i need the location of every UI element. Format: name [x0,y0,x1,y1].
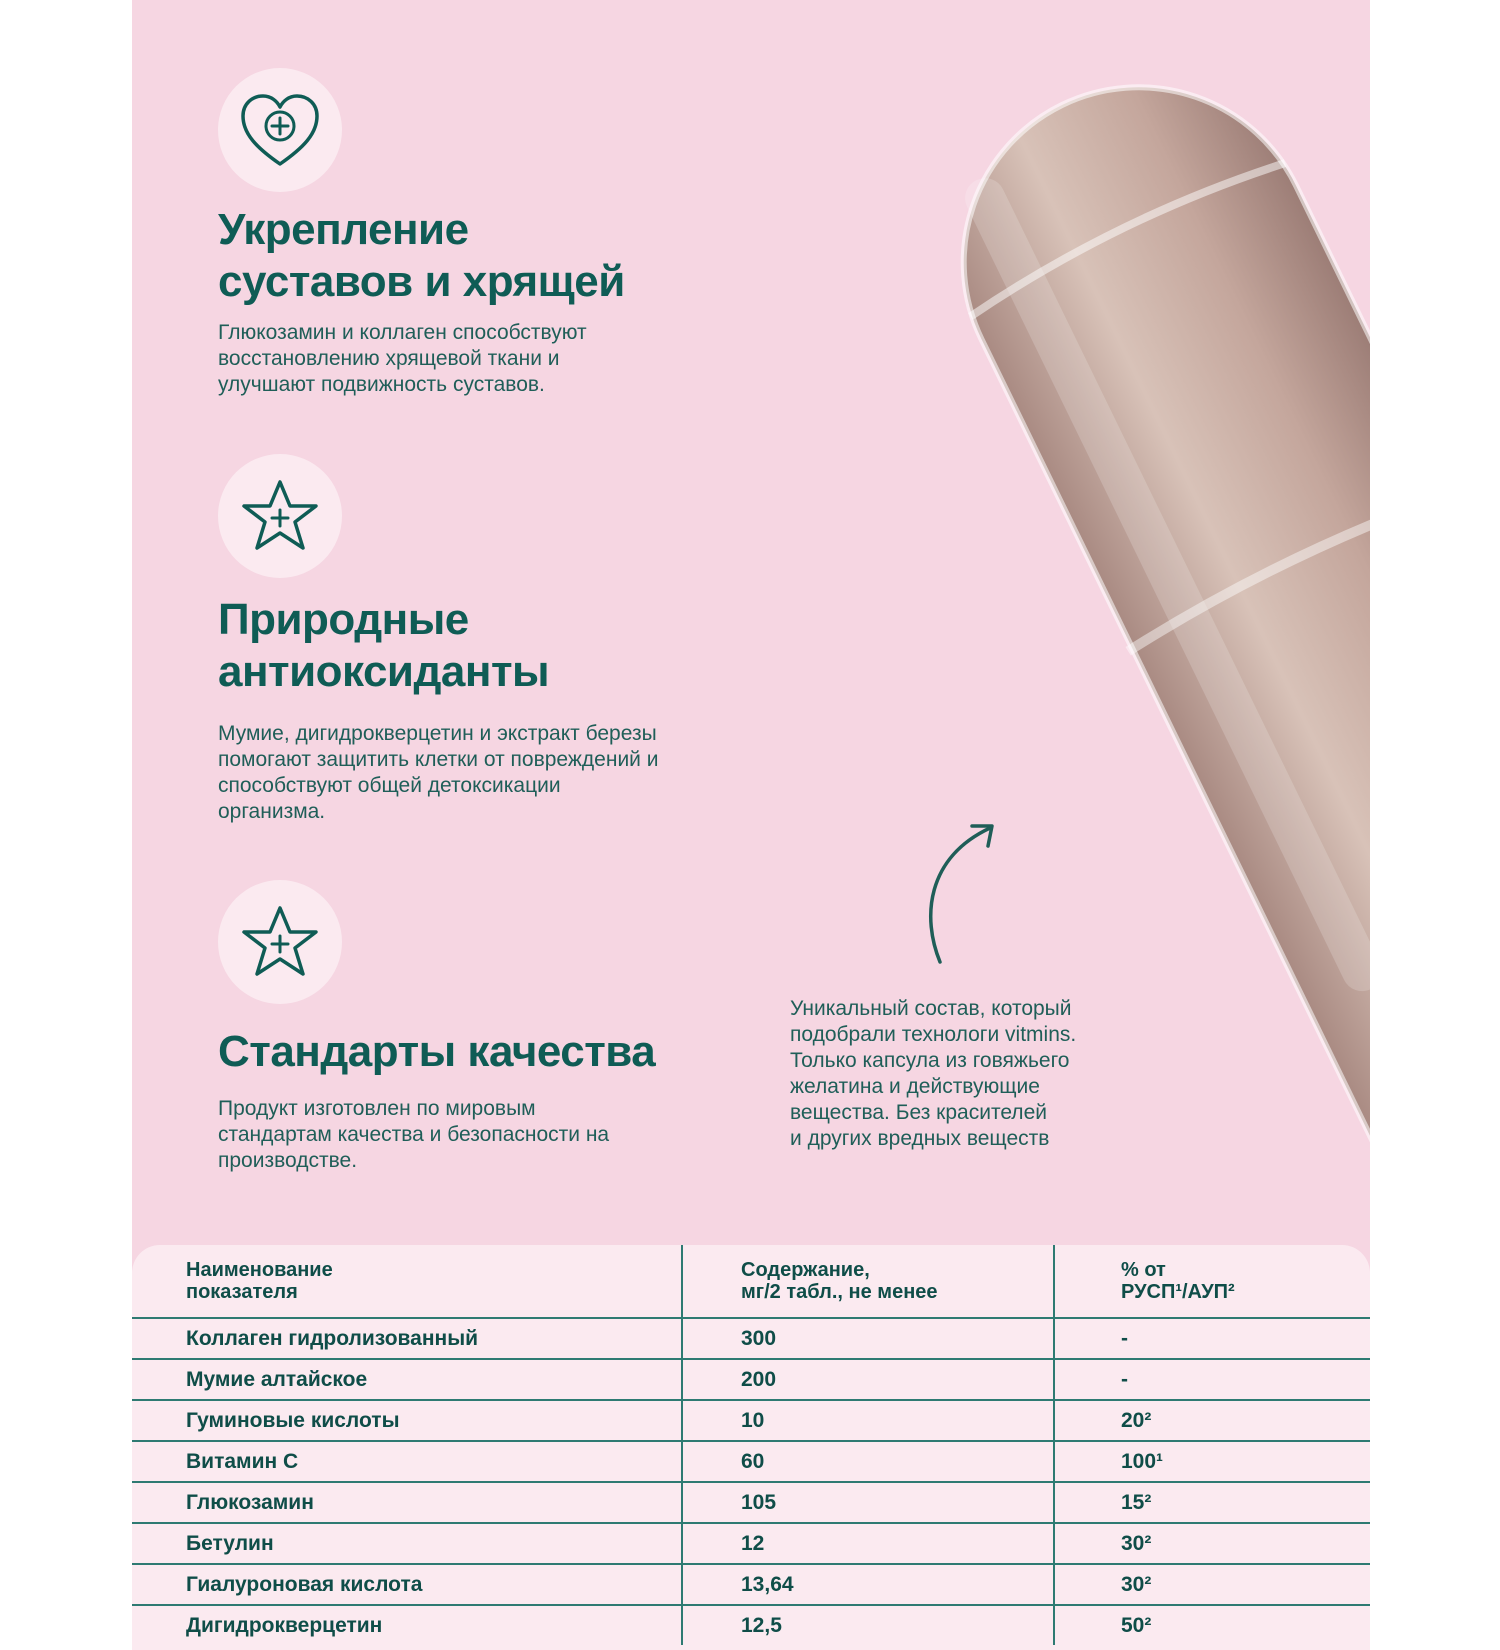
table-row [132,1605,1370,1645]
feature-icon-circle [218,68,342,192]
feature-title-line: суставов и хрящей [218,257,625,306]
header-percent-daily: % от РУСП¹/АУП² [1054,1245,1370,1318]
note-line: подобрали технологи vitmins. [790,1023,1077,1046]
ingredient-name: Глюкозамин [132,1482,682,1523]
ingredient-amount: 10 [682,1400,1054,1441]
table-row [132,1441,1370,1482]
feature-desc-line: организма. [218,800,326,823]
composition-table-container [132,1245,1370,1650]
feature-desc-line: Глюкозамин и коллаген способствуют [218,321,587,344]
feature-icon-circle [218,454,342,578]
table-row [132,1482,1370,1523]
ingredient-name: Бетулин [132,1523,682,1564]
capsule-note [790,996,1210,1152]
note-line: Только капсула из говяжьего [790,1049,1070,1072]
ingredient-amount: 60 [682,1441,1054,1482]
ingredient-percent: 100¹ [1054,1441,1370,1482]
ingredient-percent: 30² [1054,1523,1370,1564]
feature-desc-line: Продукт изготовлен по мировым [218,1097,536,1120]
heart-plus-icon [237,90,323,170]
ingredient-percent: - [1054,1359,1370,1400]
feature-desc-quality [218,1096,609,1174]
feature-title-line: Укрепление [218,205,469,254]
feature-icon-circle [218,880,342,1004]
header-indicator-name: Наименование показателя [132,1245,682,1318]
table-row [132,1359,1370,1400]
feature-desc-line: способствуют общей детоксикации [218,774,561,797]
ingredient-name: Витамин С [132,1441,682,1482]
feature-desc-line: Мумие, дигидрокверцетин и экстракт березы [218,722,657,745]
feature-desc-joints [218,320,587,398]
ingredient-name: Гуминовые кислоты [132,1400,682,1441]
composition-table [132,1245,1370,1645]
table-row [132,1523,1370,1564]
table-row [132,1400,1370,1441]
table-row [132,1564,1370,1605]
ingredient-percent: - [1054,1318,1370,1359]
ingredient-amount: 200 [682,1359,1054,1400]
note-line: Уникальный состав, который [790,997,1072,1020]
feature-title-quality [218,1026,655,1078]
ingredient-amount: 12,5 [682,1605,1054,1645]
ingredient-percent: 50² [1054,1605,1370,1645]
ingredient-amount: 300 [682,1318,1054,1359]
feature-desc-line: восстановлению хрящевой ткани и [218,347,560,370]
ingredient-name: Мумие алтайское [132,1359,682,1400]
star-icon [238,902,322,982]
feature-title-line: Стандарты качества [218,1027,656,1076]
feature-title-line: антиоксиданты [218,647,550,696]
ingredient-name: Гиалуроновая кислота [132,1564,682,1605]
ingredient-name: Коллаген гидролизованный [132,1318,682,1359]
ingredient-percent: 20² [1054,1400,1370,1441]
ingredient-percent: 30² [1054,1564,1370,1605]
ingredient-amount: 105 [682,1482,1054,1523]
curved-arrow-icon [912,818,1012,968]
feature-desc-line: производстве. [218,1149,358,1172]
feature-title-line: Природные [218,595,469,644]
note-line: желатина и действующие [790,1075,1040,1098]
ingredient-name: Дигидрокверцетин [186,1613,383,1637]
table-row [132,1318,1370,1359]
ingredient-amount: 12 [682,1523,1054,1564]
note-line: и других вредных веществ [790,1127,1050,1150]
product-info-card [132,0,1370,1650]
ingredient-amount: 13,64 [682,1564,1054,1605]
note-line: вещества. Без красителей [790,1101,1047,1124]
feature-title-antioxidants [218,594,549,698]
feature-title-joints [218,204,625,308]
feature-desc-antioxidants [218,721,658,825]
header-content-amount: Содержание, мг/2 табл., не менее [682,1245,1054,1318]
table-header-row [132,1245,1370,1318]
feature-desc-line: помогают защитить клетки от повреждений и [218,748,659,771]
ingredient-percent: 15² [1054,1482,1370,1523]
feature-desc-line: улучшают подвижность суставов. [218,373,545,396]
star-icon [238,476,322,556]
feature-desc-line: стандартам качества и безопасности на [218,1123,610,1146]
